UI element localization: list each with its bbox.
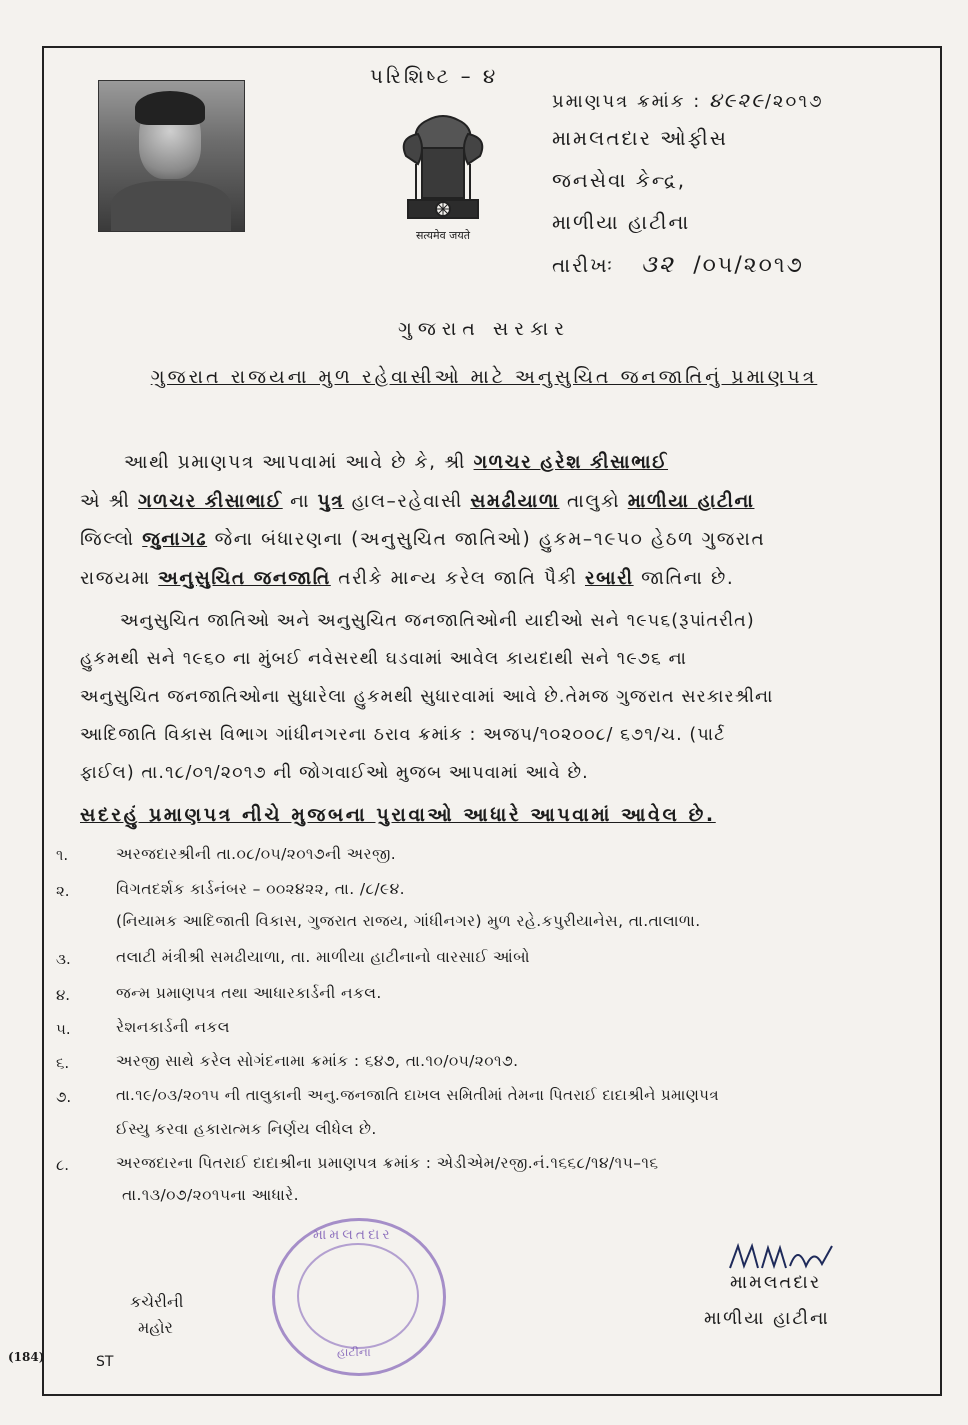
evidence-item-1-number: ૧. [56, 846, 69, 864]
evidence-item-2-line-2: (નિયામક આદિજાતી વિકાસ, ગુજરાત રાજય, ગાંધીનગર) મુળ રહે.કપુરીયાનેસ, તા.તાલાળા. [116, 912, 701, 930]
stamp-text-top: મામલતદાર [313, 1227, 393, 1243]
seal-label-2: મહોર [138, 1318, 173, 1337]
legal-line-2: હુકમથી સને ૧૯૬૦ ના મુંબઈ નવેસરથી ઘડવામાં આવેલ કાયદાથી સને ૧૯૭૬ ના [80, 649, 688, 669]
evidence-item-6-number: ૬. [56, 1054, 70, 1072]
certificate-title: ગુજરાત રાજયના મુળ રહેવાસીઓ માટે અનુસુચિત જનજાતિનું પ્રમાણપત્ર [150, 366, 818, 388]
evidence-item-6: અરજી સાથે કરેલ સોગંદનામા ક્રમાંક : ૬૪૭, તા.૧૦/૦૫/૨૦૧૭. [116, 1052, 519, 1070]
category: અનુસુચિત જનજાતિ [158, 567, 331, 589]
signatory-title: મામલતદાર [730, 1272, 822, 1293]
page-reference: (184) [8, 1350, 45, 1364]
evidence-item-7-number: ૭. [56, 1088, 72, 1106]
issue-date-handwritten: ૩૨ [640, 250, 675, 278]
office-name: મામલતદાર ઓફીસ [552, 126, 728, 150]
certificate-number-handwritten: ૪૯૨૯ [709, 88, 765, 112]
stamp-text-bottom: હાટીના [337, 1345, 371, 1359]
evidence-item-5: રેશનકાર્ડની નકલ [116, 1018, 230, 1036]
evidence-item-7-line-2: ઈસ્યુ કરવા હકારાત્મક નિર્ણય લીધેલ છે. [116, 1120, 377, 1138]
evidence-heading: સદરહું પ્રમાણપત્ર નીચે મુજબના પુરાવાઓ આધારે આપવામાં આવેલ છે. [80, 804, 716, 826]
government-title: ગુજરાત સરકાર [397, 318, 571, 340]
district: જુનાગઢ [142, 529, 208, 550]
evidence-item-3: તલાટી મંત્રીશ્રી સમઢીયાળા, તા. માળીયા હાટીનાનો વારસાઈ આંબો [116, 948, 530, 966]
evidence-item-8: અરજદારના પિતરાઈ દાદાશ્રીના પ્રમાણપત્ર ક્રમાંક : એડીએમ/રજી.નં.૧૬૬૮/૧૪/૧૫–૧૬ [116, 1154, 659, 1172]
office-place: માળીયા હાટીના [552, 210, 691, 234]
relation: પુત્ર [317, 490, 345, 512]
village: સમઢીયાળા [470, 490, 560, 512]
legal-paragraph [80, 602, 925, 792]
evidence-item-7: તા.૧૯/૦૩/૨૦૧૫ ની તાલુકાની અનુ.જનજાતિ દાખલ સમિતીમાં તેમના પિતરાઈ દાદાશ્રીને પ્રમાણપત્ર [116, 1086, 719, 1104]
signatory-place: માળીયા હાટીના [704, 1308, 830, 1329]
legal-line-5: ફાઈલ) તા.૧૮/૦૧/૨૦૧૭ ની જોગવાઈઓ મુજબ આપવામાં આવે છે. [80, 763, 589, 783]
appendix-label: પરિશિષ્ટ – ૪ [370, 64, 499, 88]
evidence-item-2: વિગતદર્શક કાર્ડનંબર – ૦૦૨૪૨૨, તા. /૮/૯૪. [116, 880, 405, 898]
legal-line-1: અનુસુચિત જાતિઓ અને અનુસુચિત જનજાતિઓની યાદીઓ સને ૧૯૫૬(રૂપાંતરીત) [120, 611, 755, 631]
evidence-item-5-number: ૫. [56, 1020, 71, 1038]
evidence-item-4-number: ૪. [56, 986, 71, 1004]
emblem-motto: सत्यमेव जयते [415, 229, 470, 242]
para-line-3: જિલ્લો જુનાગઢ જેના બંધારણના (અનુસુચિત જાતિઓ) હુકમ–૧૯૫૦ હેઠળ ગુજરાત [80, 529, 766, 550]
clerk-initials: ST [96, 1354, 114, 1370]
state-emblem-icon [388, 108, 498, 242]
para-line-2: એ શ્રી ગળચર કીસાભાઈ ના પુત્ર હાલ–રહેવાસી સમઢીયાળા તાલુકો માળીયા હાટીના [80, 490, 755, 512]
issue-date: તારીખઃ ૩૨ /૦૫/૨૦૧૭ [552, 250, 804, 278]
caste: રબારી [584, 567, 634, 589]
para-line-1: આથી પ્રમાણપત્ર આપવામાં આવે છે કે, શ્રી ગળચર હરેશ કીસાભાઈ [124, 452, 669, 473]
certificate-paragraph [80, 444, 920, 598]
legal-line-3: અનુસુચિત જનજાતિઓના સુધારેલા હુકમથી સુધારવામાં આવે છે.તેમજ ગુજરાત સરકારશ્રીના [80, 687, 774, 707]
evidence-item-4: જન્મ પ્રમાણપત્ર તથા આધારકાર્ડની નકલ. [116, 984, 382, 1002]
evidence-item-8-number: ૮. [56, 1156, 70, 1174]
evidence-item-2-number: ૨. [56, 882, 70, 900]
legal-line-4: આદિજાતિ વિકાસ વિભાગ ગાંધીનગરના ઠરાવ ક્રમાંક : અજપ/૧૦૨૦૦૮/ ૬૭૧/ચ. (પાર્ટ [80, 725, 726, 745]
applicant-name: ગળચર હરેશ કીસાભાઈ [473, 452, 669, 473]
office-seal-stamp [272, 1218, 446, 1376]
evidence-item-8-line-2: તા.૧૩/૦૭/૨૦૧૫ના આધારે. [122, 1186, 299, 1204]
service-center: જનસેવા કેન્દ્ર, [552, 168, 687, 192]
taluka: માળીયા હાટીના [627, 490, 755, 512]
seal-label-1: કચેરીની [130, 1292, 184, 1311]
evidence-item-1: અરજદારશ્રીની તા.૦૮/૦૫/૨૦૧૭ની અરજી. [116, 845, 397, 863]
father-name: ગળચર કીસાભાઈ [138, 490, 283, 512]
para-line-4: રાજયમા અનુસુચિત જનજાતિ તરીકે માન્ય કરેલ જાતિ પૈકી રબારી જાતિના છે. [80, 567, 735, 589]
certificate-number: પ્રમાણપત્ર ક્રમાંક : ૪૯૨૯/૨૦૧૭ [552, 88, 824, 112]
evidence-item-3-number: ૩. [56, 950, 71, 968]
applicant-photo [98, 80, 245, 232]
